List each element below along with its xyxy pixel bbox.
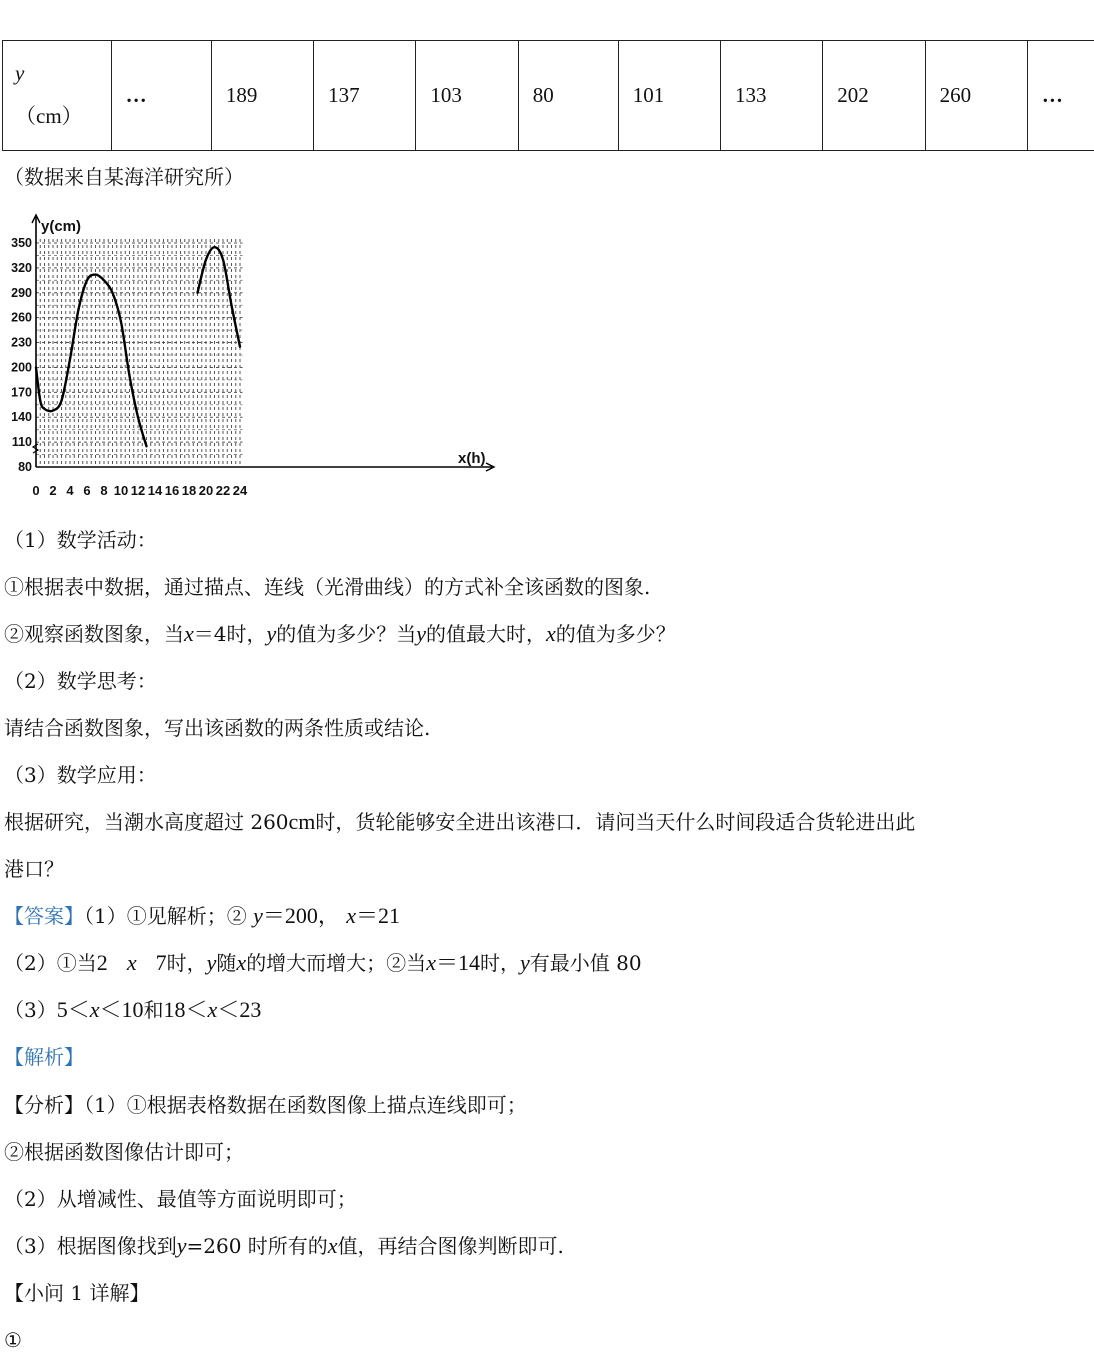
q3-title: （3）数学应用： (4, 763, 157, 787)
table-cell: 137 (314, 41, 416, 151)
x-tick-label: 22 (215, 483, 231, 498)
y-tick-label: 320 (11, 260, 32, 275)
x-tick-label: 4 (66, 483, 74, 498)
answer-line-2: （2）①当2 x 7时，y随x的增大而增大；②当x＝14时，y有最小值 80 (4, 950, 642, 975)
y-tick-label: 200 (11, 360, 32, 375)
source-note: （数据来自某海洋研究所） (4, 165, 244, 189)
q2-title: （2）数学思考： (4, 669, 157, 693)
x-tick-label: 16 (164, 483, 180, 498)
q1-part-b: ②观察函数图象，当x＝4时，y的值为多少？当y的值最大时，x的值为多少？ (4, 621, 676, 646)
analysis-line-2: ②根据函数图像估计即可； (4, 1140, 244, 1164)
q3-text: 根据研究，当潮水高度超过 260cm时，货轮能够安全进出该港口．请问当天什么时间段适合货轮进出此 (4, 809, 916, 834)
x-tick-label: 10 (113, 483, 129, 498)
table-cell: 101 (618, 41, 720, 151)
x-tick-label: 24 (232, 483, 248, 498)
x-tick-label: 8 (100, 483, 108, 498)
analysis-line-3: （2）从增减性、最值等方面说明即可； (4, 1187, 357, 1211)
q2-text: 请结合函数图象，写出该函数的两条性质或结论. (4, 716, 431, 740)
axis-break (33, 444, 38, 453)
analysis-tag: 【解析】 (4, 1045, 84, 1069)
y-tick-label: 110 (11, 435, 32, 450)
x-tick-label: 20 (198, 483, 214, 498)
answer-line-3: （3）5＜x＜10和18＜x＜23 (4, 997, 262, 1022)
table-cell: 103 (416, 41, 518, 151)
table-cell: … (1027, 41, 1094, 151)
x-tick-label: 18 (181, 483, 197, 498)
y-tick-label: 140 (11, 410, 32, 425)
table-cell: … (111, 41, 211, 151)
row-label-unit: （cm） (15, 104, 83, 128)
table-cell: 189 (211, 41, 313, 151)
y-tick-label: 80 (18, 460, 32, 474)
detail-tag: 【小问 1 详解】 (4, 1281, 150, 1305)
row-header (3, 41, 112, 151)
data-table (2, 40, 1094, 151)
analysis-line-4: （3）根据图像找到y=260 时所有的x值，再结合图像判断即可. (4, 1233, 564, 1258)
q3-text-cont: 港口？ (4, 857, 64, 881)
y-tick-label: 230 (11, 335, 32, 350)
row-label-var: y (15, 61, 25, 85)
x-axis-label: x(h) (458, 450, 486, 467)
answer-tag: 【答案】 (4, 904, 84, 928)
q1-title: （1）数学活动： (4, 528, 157, 552)
x-tick-label: 0 (32, 483, 40, 498)
x-tick-label: 2 (49, 483, 57, 498)
q1-part-a: ①根据表中数据，通过描点、连线（光滑曲线）的方式补全该函数的图象. (4, 575, 651, 599)
table-cell: 133 (721, 41, 823, 151)
y-axis-label: y(cm) (41, 218, 82, 235)
analysis-line-1: 【分析】（1）①根据表格数据在函数图像上描点连线即可； (4, 1093, 527, 1117)
y-tick-label: 260 (11, 310, 32, 325)
x-tick-label: 12 (130, 483, 146, 498)
y-tick-label: 170 (11, 385, 32, 400)
x-tick-label: 14 (147, 483, 163, 498)
answer-line-1: 【答案】（1）①见解析；② y＝200， x＝21 (4, 903, 401, 928)
tide-chart (0, 205, 510, 505)
x-tick-label: 6 (83, 483, 91, 498)
table-row (3, 41, 1094, 151)
table-cell: 80 (518, 41, 618, 151)
y-tick-label: 290 (11, 285, 32, 300)
y-tick-label: 350 (11, 236, 32, 250)
table-cell: 202 (823, 41, 925, 151)
table-cell: 260 (925, 41, 1027, 151)
circle-one: ① (4, 1328, 22, 1352)
